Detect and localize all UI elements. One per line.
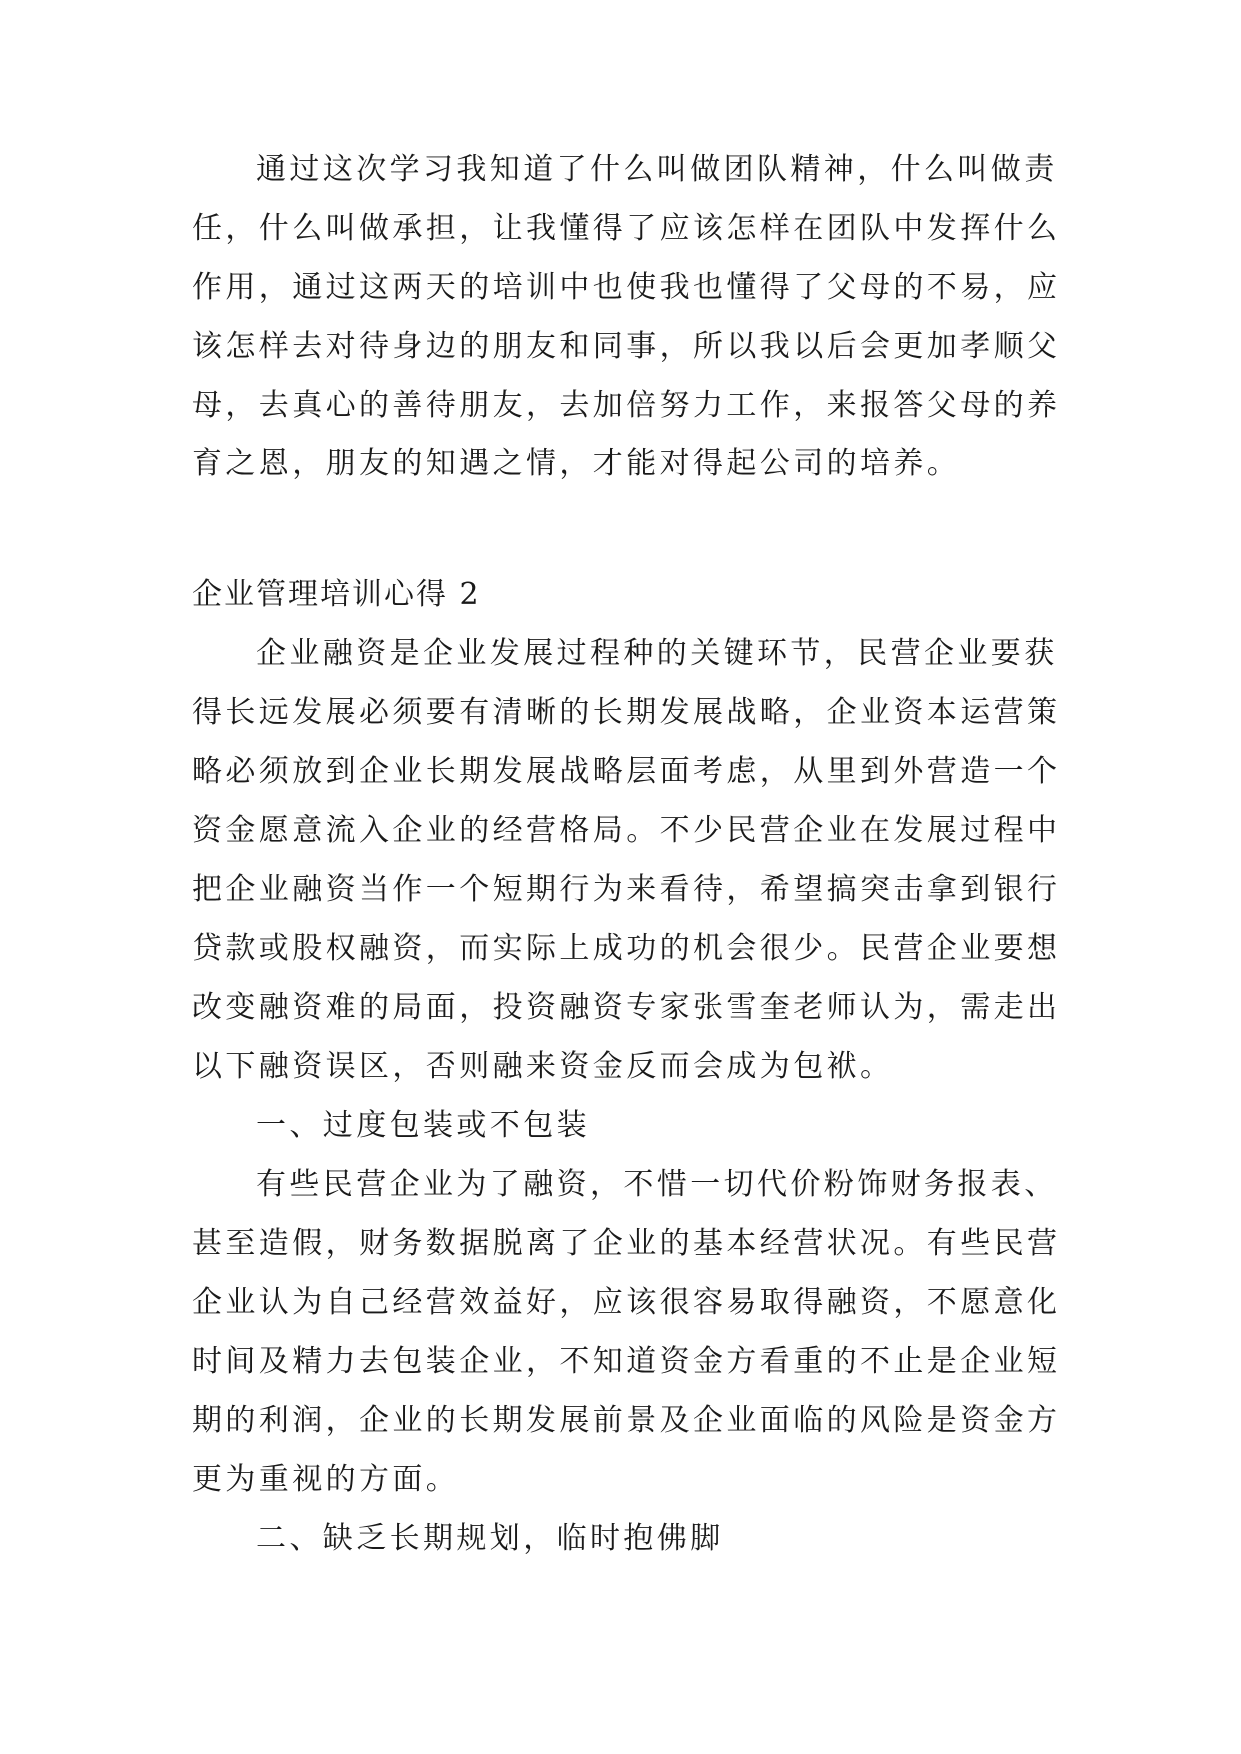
paragraph-1-line-5: 母，去真心的善待朋友，去加倍努力工作，来报答父母的养 (192, 388, 1061, 423)
paragraph-3-line-1: 有些民营企业为了融资，不惜一切代价粉饰财务报表、 (256, 1167, 1058, 1202)
paragraph-3-line-4: 时间及精力去包装企业，不知道资金方看重的不止是企业短 (192, 1344, 1061, 1379)
paragraph-2-line-3: 略必须放到企业长期发展战略层面考虑，从里到外营造一个 (192, 754, 1061, 789)
paragraph-2-line-5: 把企业融资当作一个短期行为来看待，希望搞突击拿到银行 (192, 872, 1061, 907)
paragraph-1-line-3: 作用，通过这两天的培训中也使我也懂得了父母的不易，应 (192, 270, 1061, 305)
point-1-title: 一、过度包装或不包装 (256, 1108, 590, 1143)
paragraph-1-line-1: 通过这次学习我知道了什么叫做团队精神，什么叫做责 (256, 152, 1058, 187)
paragraph-3-line-6: 更为重视的方面。 (192, 1462, 460, 1497)
paragraph-3-line-5: 期的利润，企业的长期发展前景及企业面临的风险是资金方 (192, 1403, 1061, 1438)
section-title: 企业管理培训心得 2 (192, 577, 481, 612)
paragraph-3-line-2: 甚至造假，财务数据脱离了企业的基本经营状况。有些民营 (192, 1226, 1061, 1261)
paragraph-2-line-1: 企业融资是企业发展过程种的关键环节，民营企业要获 (256, 636, 1058, 671)
paragraph-1-line-6: 育之恩，朋友的知遇之情，才能对得起公司的培养。 (192, 446, 961, 481)
paragraph-3-line-3: 企业认为自己经营效益好，应该很容易取得融资，不愿意化 (192, 1285, 1061, 1320)
paragraph-1-line-4: 该怎样去对待身边的朋友和同事，所以我以后会更加孝顺父 (192, 329, 1061, 364)
paragraph-2-line-4: 资金愿意流入企业的经营格局。不少民营企业在发展过程中 (192, 813, 1061, 848)
paragraph-2-line-6: 贷款或股权融资，而实际上成功的机会很少。民营企业要想 (192, 931, 1061, 966)
paragraph-2-line-8: 以下融资误区，否则融来资金反而会成为包袱。 (192, 1049, 894, 1084)
paragraph-2-line-2: 得长远发展必须要有清晰的长期发展战略，企业资本运营策 (192, 695, 1061, 730)
paragraph-1-line-2: 任，什么叫做承担，让我懂得了应该怎样在团队中发挥什么 (192, 211, 1061, 246)
point-2-title: 二、缺乏长期规划，临时抱佛脚 (256, 1521, 724, 1556)
paragraph-2-line-7: 改变融资难的局面，投资融资专家张雪奎老师认为，需走出 (192, 990, 1061, 1025)
